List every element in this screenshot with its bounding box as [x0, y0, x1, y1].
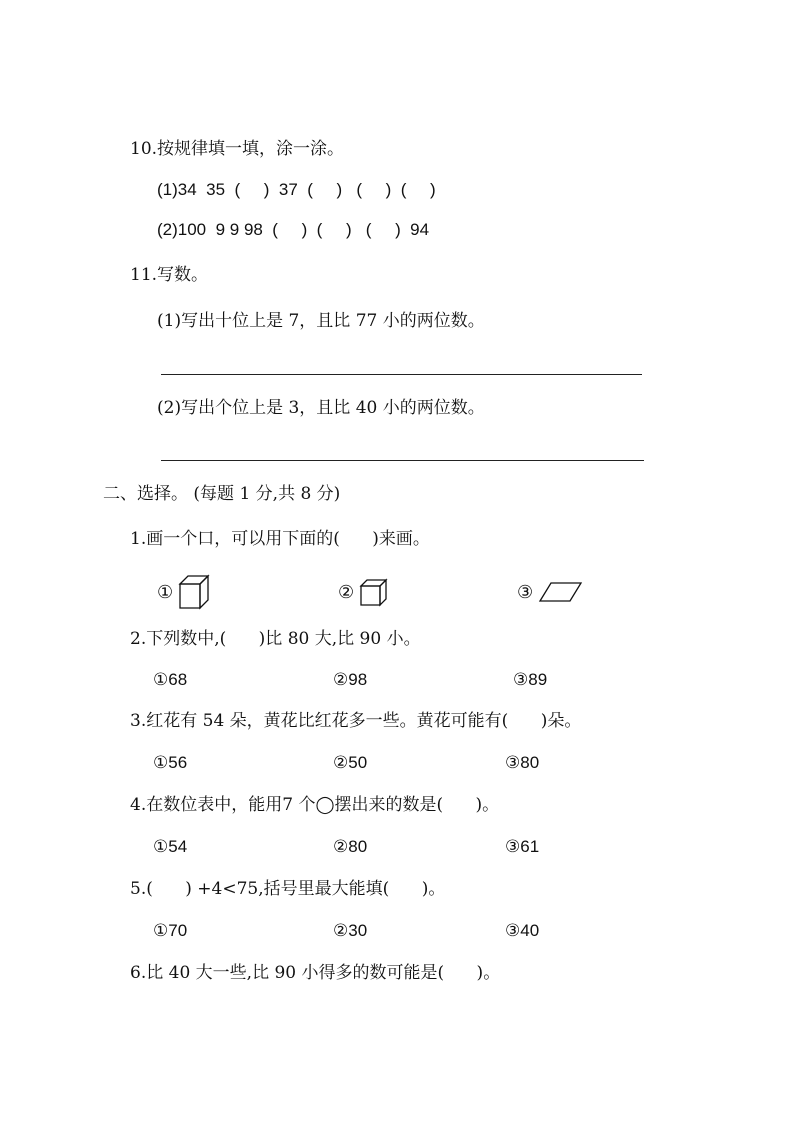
mc-q5-option-1: ①70 — [153, 921, 188, 940]
mc-q2-stem: 2.下列数中,( )比 80 大,比 90 小。 — [130, 629, 421, 649]
mc-q5-stem: 5.( ) +4<75,括号里最大能填( )。 — [130, 879, 446, 899]
answer-line-1 — [161, 374, 642, 375]
mc-q4-option-3: ③61 — [505, 837, 540, 856]
answer-line-2 — [161, 460, 644, 461]
mc-q4-option-1: ①54 — [153, 837, 188, 856]
mc-q1-option-1-label: ① — [157, 582, 174, 603]
mc-q3-option-2: ②50 — [333, 753, 368, 772]
mc-q1-option-2-label: ② — [338, 582, 355, 603]
mc-q1-option-3-label: ③ — [517, 582, 534, 603]
q11-sub1: (1)写出十位上是 7，且比 77 小的两位数。 — [157, 311, 485, 331]
mc-q4-option-2: ②80 — [333, 837, 368, 856]
q10-sequence-2: (2)100 9 9 98 ( ) ( ) ( ) 94 — [157, 220, 430, 239]
mc-q2-option-3: ③89 — [513, 670, 548, 689]
q11-title: 11.写数。 — [130, 265, 209, 285]
mc-q3-stem: 3.红花有 54 朵，黄花比红花多一些。黄花可能有( )朵。 — [130, 711, 582, 731]
mc-q5-option-2: ②30 — [333, 921, 368, 940]
q10-title: 10.按规律填一填，涂一涂。 — [130, 139, 345, 159]
mc-q3-option-3: ③80 — [505, 753, 540, 772]
q10-sequence-1: (1)34 35 ( ) 37 ( ) ( ) ( ) — [157, 180, 436, 199]
parallelogram-icon — [538, 580, 584, 604]
mc-q5-option-3: ③40 — [505, 921, 540, 940]
mc-q1-stem: 1.画一个口，可以用下面的( )来画。 — [130, 529, 430, 549]
mc-q4-stem: 4.在数位表中，能用7 个◯摆出来的数是( )。 — [130, 795, 500, 815]
mc-q3-option-1: ①56 — [153, 753, 188, 772]
small-cube-icon — [358, 578, 390, 608]
cube-icon — [177, 573, 211, 611]
mc-q6-stem: 6.比 40 大一些,比 90 小得多的数可能是( )。 — [130, 963, 501, 983]
section2-heading: 二、选择。 (每题 1 分,共 8 分) — [103, 484, 341, 504]
mc-q2-option-2: ②98 — [333, 670, 368, 689]
mc-q2-option-1: ①68 — [153, 670, 188, 689]
q11-sub2: (2)写出个位上是 3，且比 40 小的两位数。 — [157, 398, 485, 418]
